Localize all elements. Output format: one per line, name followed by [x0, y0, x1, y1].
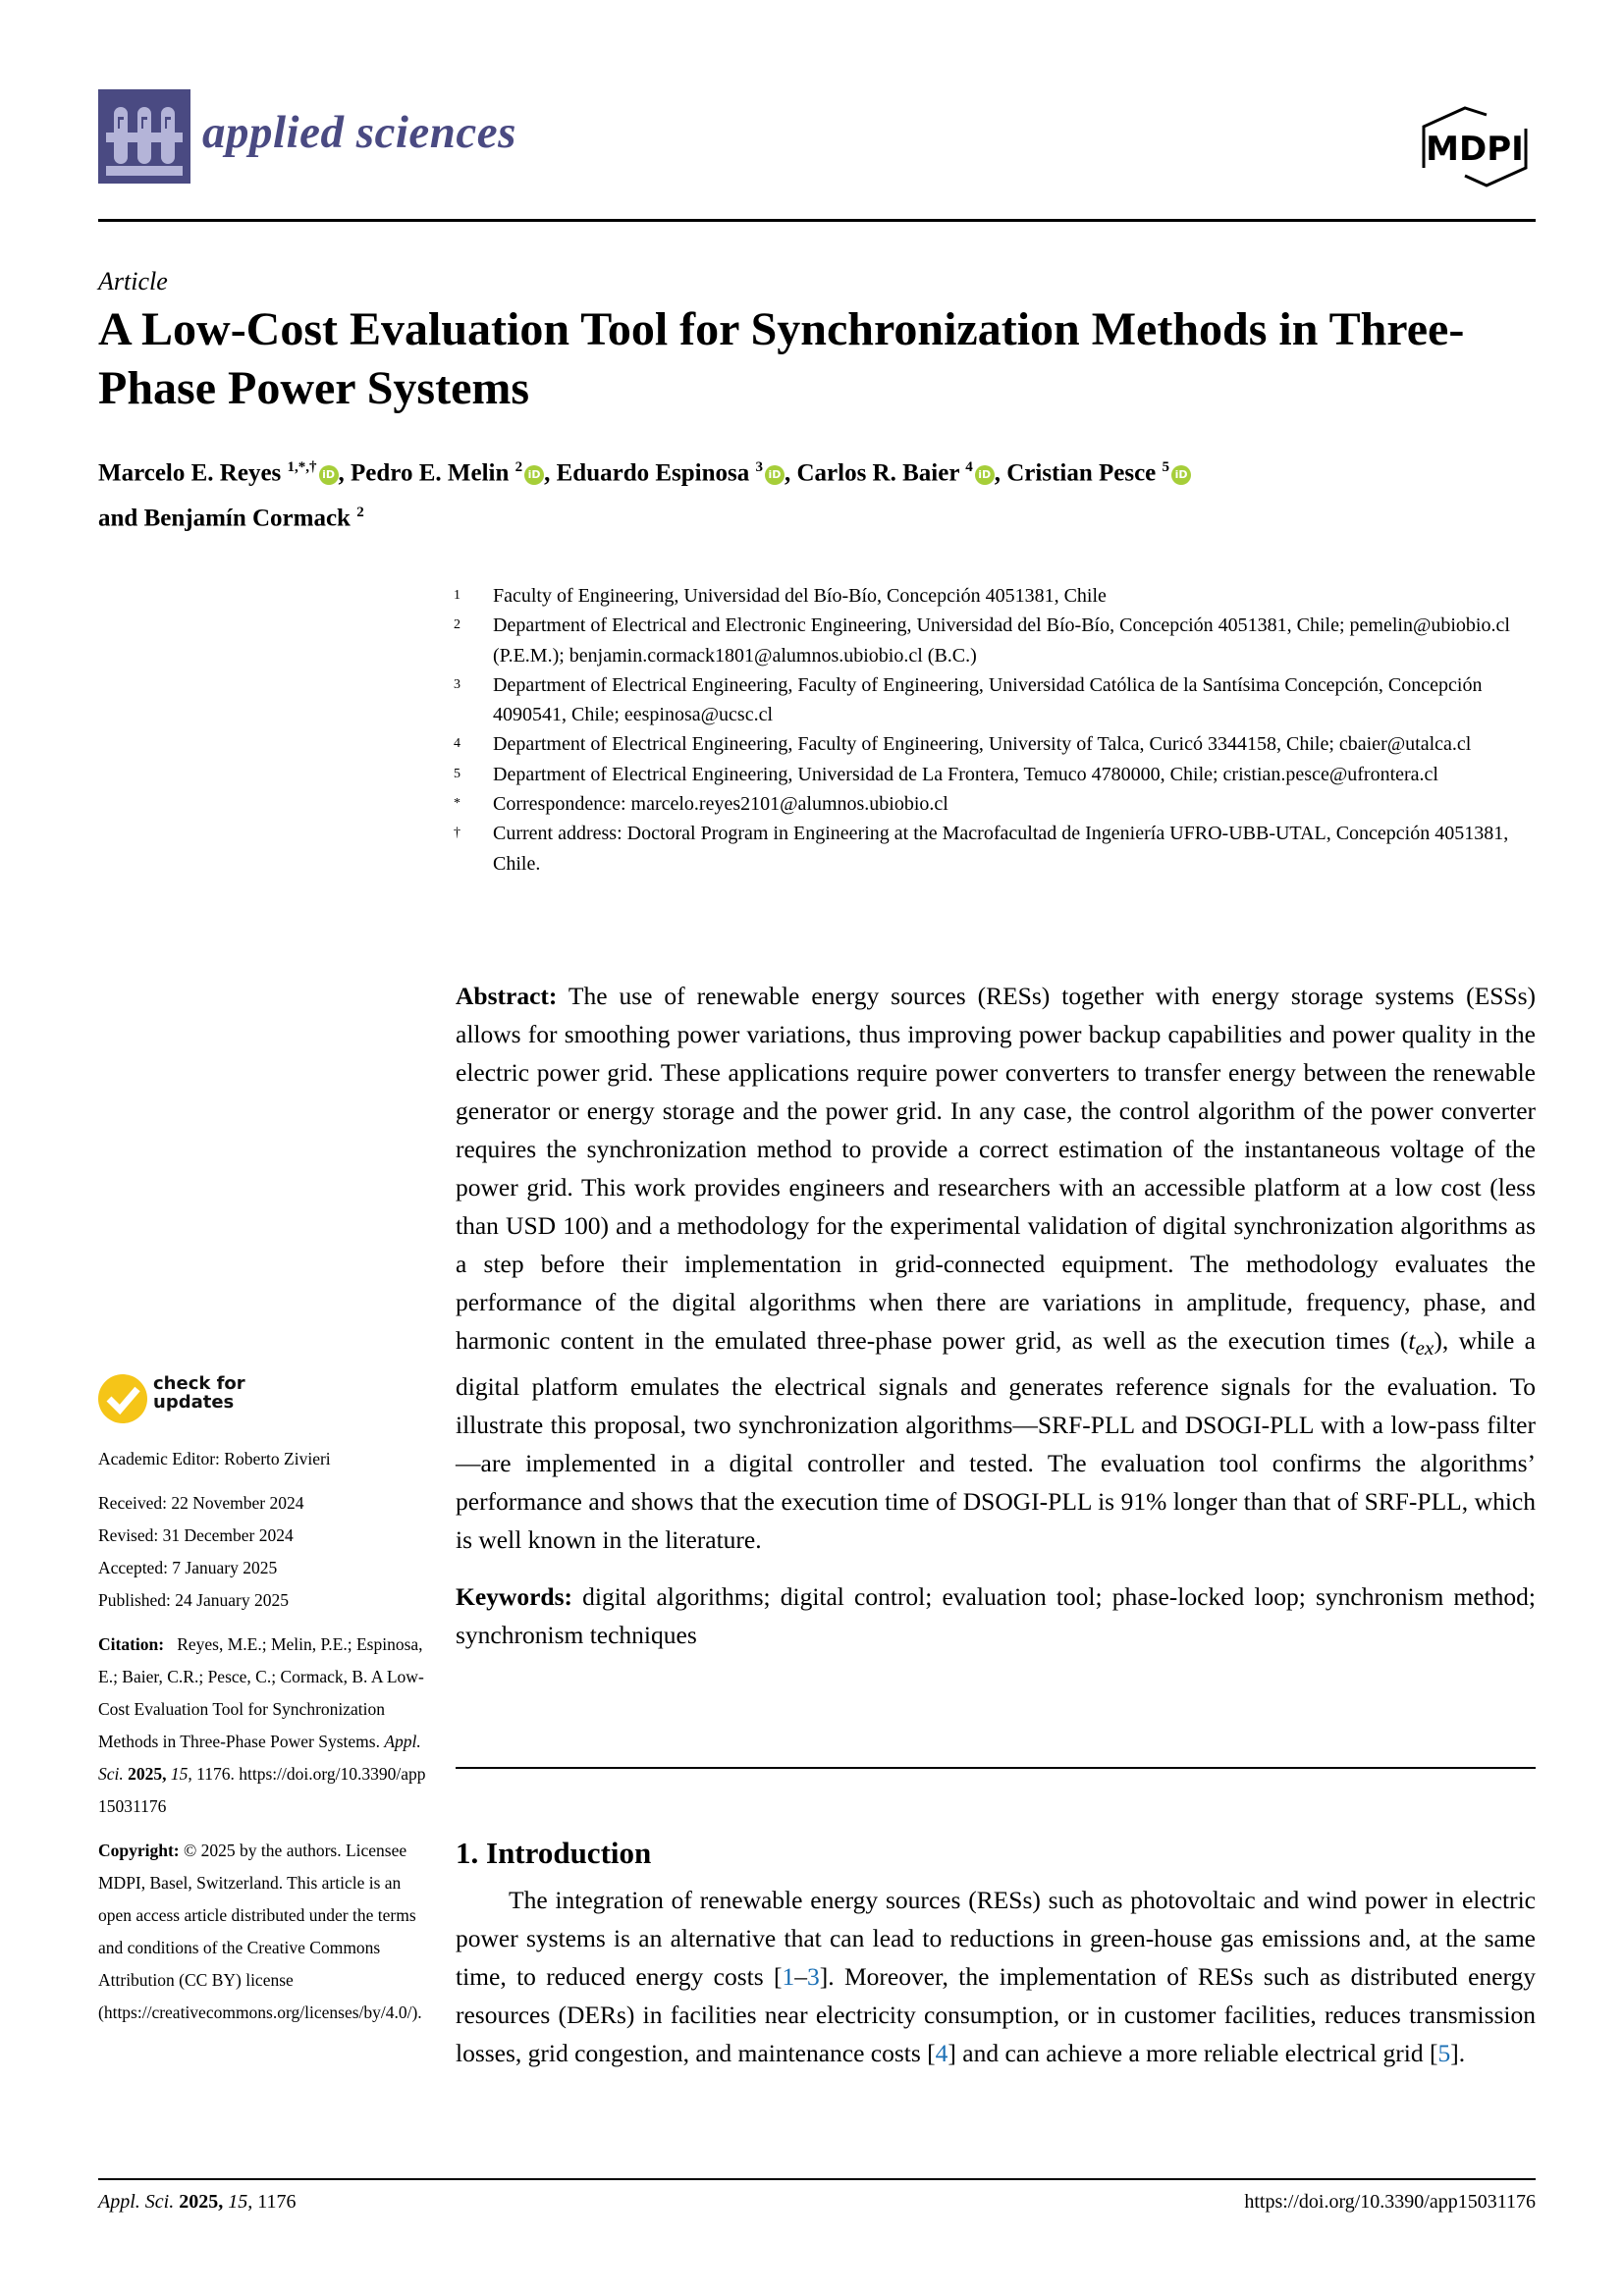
affiliation-text: Faculty of Engineering, Universidad del Bío-Bío, Concepción 4051381, Chile — [493, 585, 1107, 607]
article-info-sidebar — [98, 1443, 432, 2029]
affiliation-item — [454, 819, 1553, 879]
affiliation-mark: 3 — [454, 676, 460, 692]
abstract-text-1: The use of renewable energy sources (RESs) together with energy storage systems (ESSs) allows for smoothing power variations, thus improving power backup capabilities and power quality in the electric power grid. These applications require power converters to transfer energy between the renewable generator or energy storage and the power grid. In any case, the control algorithm of the power converter requires the synchronization method to provide a correct estimation of the instantaneous voltage of the power grid. This work provides engineers and researchers with an accessible platform at a low cost (less than USD 100) and a methodology for the experimental validation of digital synchronization algorithms as a step before their implementation in grid-connected equipment. The methodology evaluates the performance of the digital algorithms when there are variations in amplitude, frequency, phase, and harmonic content in the emulated three-phase power grid, as well as the execution times ( — [456, 982, 1537, 1355]
affiliation-item — [454, 670, 1553, 730]
test-tubes-icon — [98, 89, 190, 184]
author-name: Carlos R. Baier — [796, 459, 959, 487]
affiliation-item — [454, 760, 1553, 789]
keywords-text: digital algorithms; digital control; evaluation tool; phase-locked loop; synchronism method; synchronism techniques — [456, 1582, 1537, 1650]
footer-divider — [98, 2178, 1536, 2180]
article-type: Article — [98, 267, 168, 295]
affiliation-item — [454, 789, 1553, 819]
orcid-icon[interactable]: iD — [975, 465, 995, 485]
intro-text-4: ]. — [1450, 2039, 1466, 2067]
footer-citation — [98, 2191, 296, 2214]
citation-journal: Appl. Sci. — [98, 1732, 421, 1784]
intro-text-1: The integration of renewable energy sources (RESs) such as photovoltaic and wind power in electric power systems is an alternative that can lead to reductions in green-house gas emissions and, at the same time, to reduced energy costs [ — [456, 1886, 1536, 1991]
abstract-label: Abstract: — [456, 982, 558, 1010]
author-affiliation-mark: 2 — [514, 459, 523, 475]
affiliation-mark: * — [454, 796, 460, 812]
keywords — [456, 1577, 1536, 1654]
footer-year: 2025, — [179, 2191, 224, 2213]
section-heading: 1. Introduction — [456, 1836, 652, 1870]
abstract-divider — [456, 1767, 1536, 1769]
affiliation-text: Department of Electrical Engineering, Faculty of Engineering, University of Talca, Curicó 3344158, Chile; cbaier@utalca.cl — [493, 733, 1472, 756]
affiliation-text: Current address: Doctoral Program in Engineering at the Macrofacultad de Ingeniería UFRO-UBB-UTAL, Concepción 4051381, Chile. — [493, 823, 1509, 875]
citation-label: Citation: — [98, 1634, 165, 1654]
tex-symbol — [1408, 1326, 1435, 1361]
copyright-text: © 2025 by the authors. Licensee MDPI, Basel, Switzerland. This article is an open access article distributed under the terms and conditions of the Creative Commons Attribution (CC BY) license (https://creativecommons.org/licenses/by/4.0/). — [98, 1841, 422, 2022]
paper-title: A Low-Cost Evaluation Tool for Synchronization Methods in Three-Phase Power Systems — [98, 303, 1465, 414]
affiliation-mark: † — [454, 826, 460, 841]
author-affiliation-mark: 1,*,† — [287, 459, 317, 475]
affiliations — [454, 581, 1553, 879]
author-separator: , — [338, 459, 352, 487]
author-separator: , — [784, 459, 797, 487]
citation-link-4[interactable]: 4 — [935, 2039, 948, 2067]
mdpi-logo-text: MDPI — [1426, 130, 1524, 169]
author-name: Pedro E. Melin — [351, 459, 510, 487]
orcid-icon[interactable]: iD — [319, 465, 339, 485]
author-name: Cristian Pesce — [1006, 459, 1157, 487]
journal-name: applied sciences — [202, 107, 516, 158]
affiliation-item — [454, 581, 1553, 611]
affiliation-text: Correspondence: marcelo.reyes2101@alumnos.ubiobio.cl — [493, 793, 948, 816]
abstract-text-2: ), while a digital platform emulates the electrical signals and generates reference signals for the evaluation. To illustrate this proposal, two synchronization algorithms—SRF-PLL and DSOGI-PLL with a low-pass filter—are implemented in a digital controller and tested. The evaluation tool confirms the algorithms’ performance and shows that the execution time of DSOGI-PLL is 91% longer than that of SRF-PLL, which is well known in the literature. — [456, 1326, 1536, 1555]
author-affiliation-mark: 3 — [755, 459, 763, 475]
citation-volume: 15, — [170, 1764, 192, 1784]
author-affiliation-mark: 5 — [1162, 459, 1170, 475]
footer-article: 1176 — [257, 2191, 297, 2213]
citation-year: 2025, — [128, 1764, 167, 1784]
affiliation-text: Department of Electrical Engineering, Universidad de La Frontera, Temuco 4780000, Chile; cristian.pesce@ufrontera.cl — [493, 763, 1438, 785]
citation-link-3[interactable]: 3 — [807, 1962, 820, 1991]
author-name: Eduardo Espinosa — [556, 459, 750, 487]
author-separator: , — [544, 459, 557, 487]
abstract-section — [456, 977, 1536, 1654]
published-date: Published: 24 January 2025 — [98, 1590, 289, 1610]
affiliation-mark: 5 — [454, 766, 460, 781]
orcid-icon[interactable]: iD — [1171, 465, 1191, 485]
mdpi-logo — [1410, 105, 1540, 187]
citation-text: Reyes, M.E.; Melin, P.E.; Espinosa, E.; Baier, C.R.; Pesce, C.; Cormack, B. A Low-Cost Evaluation Tool for Synchronization Methods in Three-Phase Power Systems. — [98, 1634, 424, 1751]
citation-link-1[interactable]: 1 — [782, 1962, 795, 1991]
keywords-label: Keywords: — [456, 1582, 572, 1612]
author-separator: , — [994, 459, 1007, 487]
revised-date: Revised: 31 December 2024 — [98, 1525, 294, 1545]
check-updates-line1: check for — [153, 1373, 245, 1394]
check-updates-line2: updates — [153, 1392, 235, 1413]
orcid-icon[interactable]: iD — [765, 465, 785, 485]
footer-doi[interactable]: https://doi.org/10.3390/app15031176 — [1244, 2191, 1536, 2213]
affiliation-item — [454, 729, 1553, 759]
tex-sub: ex — [1415, 1336, 1435, 1361]
abstract — [456, 977, 1536, 1559]
copyright — [98, 1835, 432, 2029]
journal-logo — [98, 89, 190, 184]
footer-journal: Appl. Sci. — [98, 2191, 175, 2213]
footer-volume: 15, — [228, 2191, 253, 2213]
citation-dash: – — [794, 1962, 808, 1991]
header-divider — [98, 219, 1536, 222]
introduction-body — [456, 1881, 1536, 2072]
affiliation-mark: 2 — [454, 617, 460, 633]
affiliation-item — [454, 611, 1553, 670]
citation — [98, 1629, 432, 1823]
citation-doi[interactable]: 1176. https://doi.org/10.3390/app15031176 — [98, 1764, 426, 1816]
copyright-label: Copyright: — [98, 1841, 180, 1860]
academic-editor: Academic Editor: Roberto Zivieri — [98, 1449, 331, 1468]
affiliation-mark: 4 — [454, 736, 460, 752]
author-and: and — [98, 505, 144, 532]
orcid-icon[interactable]: iD — [524, 465, 544, 485]
citation-link-5[interactable]: 5 — [1437, 2039, 1451, 2067]
check-icon — [98, 1374, 147, 1423]
intro-text-2: ]. Moreover, the implementation of RESs such as distributed energy resources (DERs) in facilities near electricity consumption, or in customer facilities, reduces transmission losses, grid congestion, and maintenance costs [ — [456, 1962, 1536, 2067]
affiliation-text: Department of Electrical and Electronic Engineering, Universidad del Bío-Bío, Concepción 4051381, Chile; pemelin@ubiobio.cl (P.E.M.); benjamin.cormack1801@alumnos.ubiobio.cl (B.C.) — [493, 614, 1510, 667]
intro-text-3: ] and can achieve a more reliable electrical grid [ — [947, 2039, 1438, 2067]
author-list — [98, 448, 1551, 539]
received-date: Received: 22 November 2024 — [98, 1493, 304, 1513]
author-affiliation-mark: 2 — [356, 505, 364, 521]
author-name: Benjamín Cormack — [143, 505, 351, 532]
accepted-date: Accepted: 7 January 2025 — [98, 1558, 278, 1577]
affiliation-mark: 1 — [454, 588, 460, 603]
affiliation-text: Department of Electrical Engineering, Faculty of Engineering, Universidad Católica de la Santísima Concepción, Concepción 4090541, Chile; eespinosa@ucsc.cl — [493, 673, 1483, 726]
author-affiliation-mark: 4 — [965, 459, 973, 475]
tex-base: t — [1408, 1326, 1416, 1355]
author-name: Marcelo E. Reyes — [98, 459, 282, 487]
intro-paragraph — [456, 1881, 1536, 2072]
